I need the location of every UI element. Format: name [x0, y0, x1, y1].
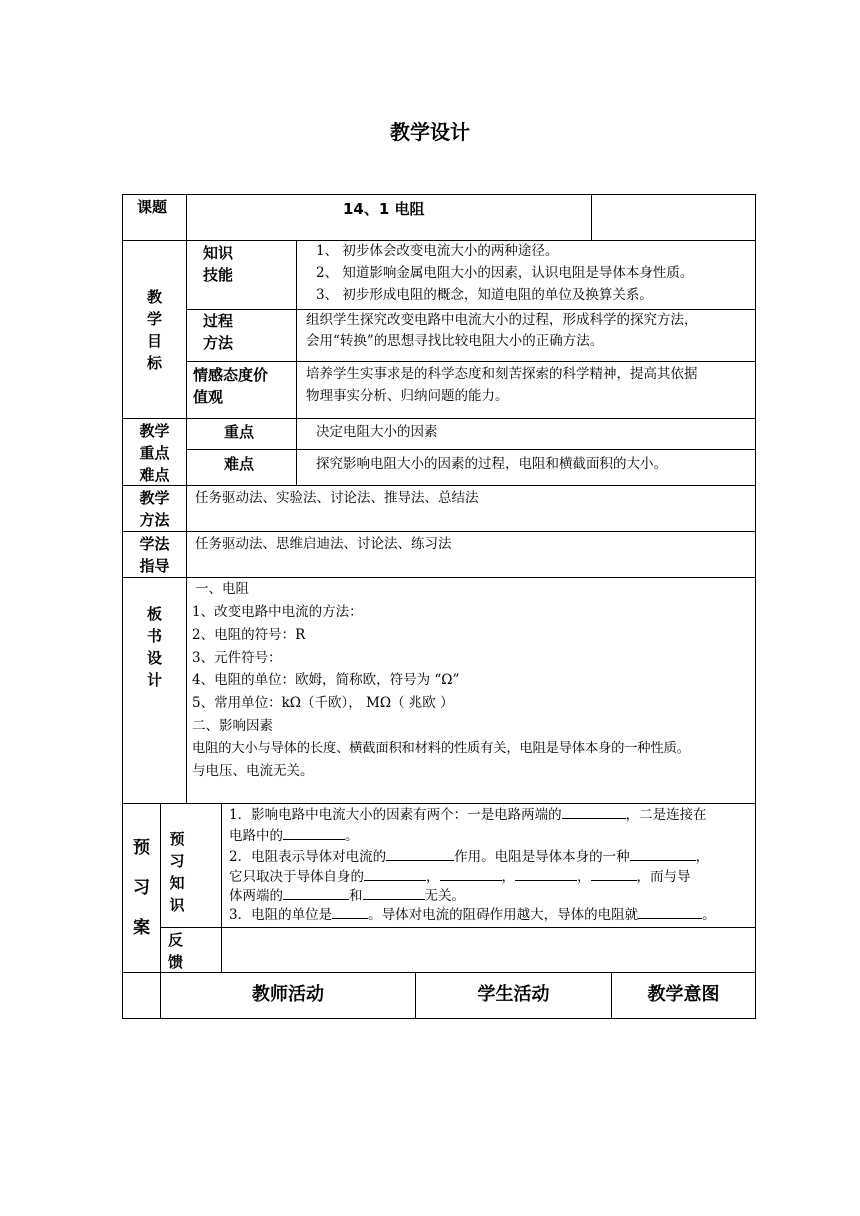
board-line-2: 1、改变电路中电流的方法： [192, 604, 363, 620]
board-line-8: 电阻的大小与导体的长度、横截面积和材料的性质有关，电阻是导体本身的一种性质。 [192, 741, 690, 756]
blank[interactable] [562, 804, 626, 819]
preview-label: 预 习 案 [133, 838, 150, 938]
question-2-line-1: 2．电阻表示导体对电流的 作用。电阻是导体本身的一种 ， [229, 846, 709, 868]
question-2-line-2: 它只取决于导体自身的 ， ， ， ，而与导 [229, 866, 691, 888]
topic-value: 14、1 电阻 [343, 200, 425, 218]
blank[interactable] [386, 846, 454, 861]
board-line-7: 二、影响因素 [192, 718, 273, 734]
knowledge-item-1: 1、 初步体会改变电流大小的两种途径。 [316, 243, 559, 259]
preview-knowledge-label: 预 习 知 识 [169, 830, 185, 914]
method-label: 教学 方法 [139, 489, 170, 529]
board-line-4: 3、元件符号： [192, 650, 282, 666]
board-line-1: 一、电阻 [195, 581, 249, 597]
blank[interactable] [515, 866, 577, 881]
question-3: 3．电阻的单位是 。导体对电流的阻碍作用越大，导体的电阻就 。 [229, 904, 716, 926]
focus-value: 决定电阻大小的因素 [316, 424, 438, 440]
knowledge-label: 知识 技能 [203, 244, 234, 284]
emotion-item-1: 培养学生实事求是的科学态度和刻苦探索的科学精神，提高其依据 [306, 366, 698, 382]
process-label: 过程 方法 [203, 312, 234, 352]
blank[interactable] [363, 885, 425, 900]
activity-empty-cell [122, 972, 161, 1019]
feedback-label: 反 馈 [168, 931, 184, 971]
question-2-line-3: 体两端的 和 无关。 [229, 885, 465, 907]
blank[interactable] [283, 885, 349, 900]
difficulty-value: 探究影响电阻大小的因素的过程，电阻和横截面积的大小。 [316, 456, 667, 472]
board-label: 板 书 设 计 [146, 605, 162, 689]
topic-extra-cell [591, 194, 756, 241]
feedback-content-cell [221, 927, 756, 973]
method-value: 任务驱动法、实验法、讨论法、推导法、总结法 [195, 490, 479, 506]
goals-label: 教 学 目 标 [146, 288, 162, 372]
emotion-label: 情感态度价 值观 [193, 366, 269, 406]
knowledge-item-3: 3、 初步形成电阻的概念，知道电阻的单位及换算关系。 [316, 287, 653, 303]
board-line-9: 与电压、电流无关。 [192, 763, 314, 779]
document-title: 教学设计 [390, 120, 470, 144]
question-1-line-1: 1．影响电路中电流大小的因素有两个：一是电路两端的 ，二是连接在 [229, 804, 707, 826]
emotion-item-2: 物理事实分析、归纳问题的能力。 [306, 388, 509, 404]
student-activity-header: 学生活动 [477, 984, 550, 1005]
question-1-line-2: 电路中的 。 [229, 825, 359, 847]
blank[interactable] [364, 866, 426, 881]
knowledge-item-2: 2、 知道影响金属电阻大小的因素，认识电阻是导体本身性质。 [316, 265, 694, 281]
blank[interactable] [630, 846, 696, 861]
process-item-1: 组织学生探究改变电路中电流大小的过程，形成科学的探究方法， [306, 312, 698, 328]
blank[interactable] [332, 904, 368, 919]
board-line-5: 4、电阻的单位：欧姆，简称欧，符号为 “Ω” [192, 672, 460, 688]
teaching-intent-header: 教学意图 [647, 984, 720, 1005]
board-line-3: 2、电阻的符号：R [192, 627, 306, 643]
focus-label: 重点 [224, 423, 255, 441]
blank[interactable] [440, 866, 502, 881]
board-line-6: 5、常用单位：kΩ（千欧）， MΩ（ 兆欧 ） [192, 695, 454, 711]
guide-label: 学法 指导 [139, 535, 170, 575]
topic-label: 课题 [137, 198, 168, 216]
blank[interactable] [591, 866, 637, 881]
process-item-2: 会用“转换”的思想寻找比较电阻大小的正确方法。 [306, 333, 604, 349]
teacher-activity-header: 教师活动 [252, 984, 324, 1005]
guide-value: 任务驱动法、思维启迪法、讨论法、练习法 [195, 536, 452, 552]
keypoints-label: 教学 重点 难点 [139, 422, 170, 484]
blank[interactable] [638, 904, 702, 919]
difficulty-label: 难点 [224, 455, 255, 473]
blank[interactable] [283, 825, 345, 840]
